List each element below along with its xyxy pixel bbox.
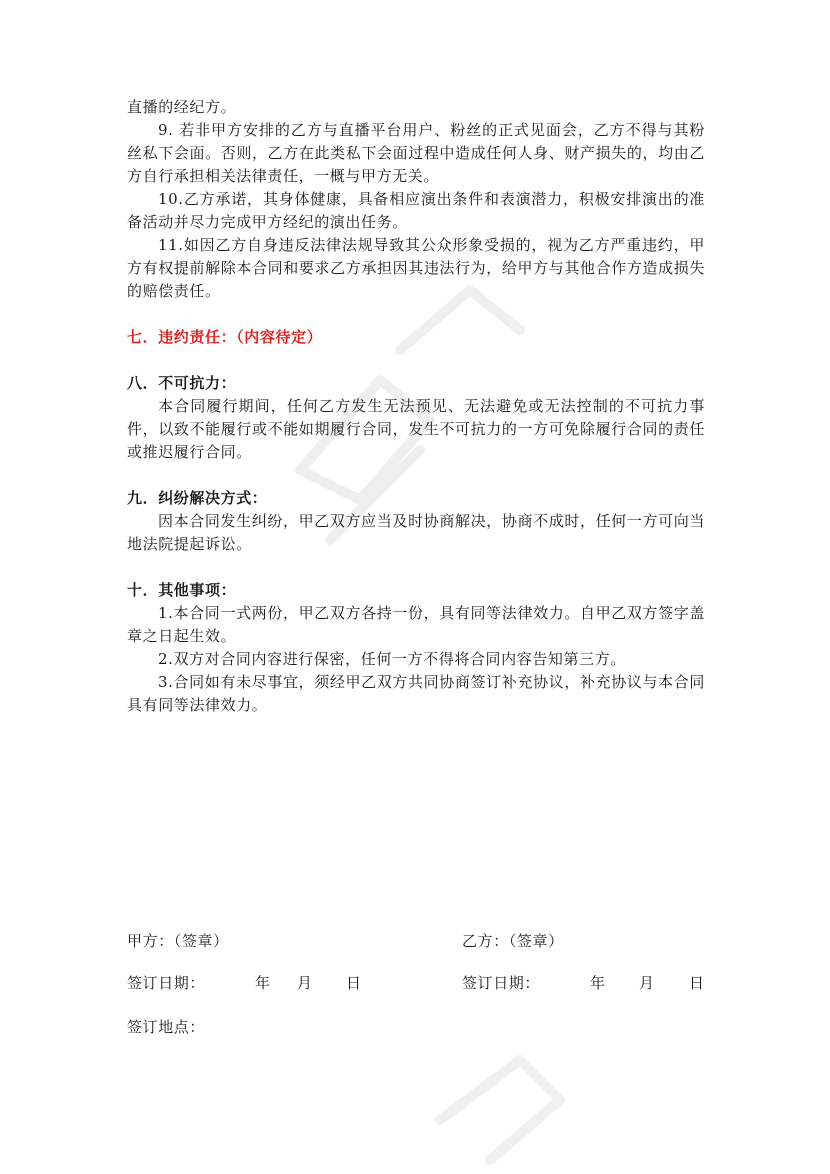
section-eight-body: 本合同履行期间，任何乙方发生无法预见、无法避免或无法控制的不可抗力事件，以致不能履行或不能如期履行合同，发生不可抗力的一方可免除履行合同的责任或推迟履行合同。 — [127, 397, 705, 461]
lead-line: 直播的经纪方。 — [127, 98, 237, 116]
clause-11: 11.如因乙方自身违反法律法规导致其公众形象受损的，视为乙方严重违约，甲方有权提前解除本合同和要求乙方承担因其违法行为，给甲方与其他合作方造成损失的赔偿责任。 — [127, 236, 705, 300]
section-seven-heading: 七．违约责任：（内容待定） — [127, 328, 323, 346]
section-eight-heading: 八．不可抗力： — [127, 374, 237, 392]
party-b-day: 日 — [689, 974, 705, 992]
contract-body — [127, 96, 705, 717]
party-b-label: 乙方：（签章） — [462, 932, 564, 950]
section-ten-item-1: 1.本合同一式两份，甲乙双方各持一份，具有同等法律效力。自甲乙双方签字盖章之日起生效。 — [127, 604, 705, 645]
section-nine-heading: 九．纠纷解决方式： — [127, 489, 268, 507]
signing-place-label: 签订地点： — [127, 1018, 206, 1036]
party-a-day: 日 — [346, 974, 362, 992]
section-ten-item-3: 3.合同如有未尽事宜，须经甲乙双方共同协商签订补充协议，补充协议与本合同具有同等法律效力。 — [127, 673, 705, 714]
party-b-date-label: 签订日期： — [462, 974, 541, 992]
party-a-date-label: 签订日期： — [127, 974, 206, 992]
section-ten-heading: 十．其他事项： — [127, 581, 237, 599]
party-b-date-row — [462, 972, 722, 994]
section-ten-item-2: 2.双方对合同内容进行保密，任何一方不得将合同内容告知第三方。 — [158, 650, 626, 668]
section-nine-body: 因本合同发生纠纷，甲乙双方应当及时协商解决，协商不成时，任何一方可向当地法院提起诉讼。 — [127, 512, 705, 553]
party-a-label: 甲方：（签章） — [127, 932, 229, 950]
party-a-date-row — [127, 972, 387, 994]
party-a-year: 年 — [255, 974, 271, 992]
party-b-year: 年 — [590, 974, 606, 992]
party-a-month: 月 — [297, 974, 313, 992]
party-b-month: 月 — [639, 974, 655, 992]
clause-10: 10.乙方承诺，其身体健康，具备相应演出条件和表演潜力，积极安排演出的准备活动并尽力完成甲方经纪的演出任务。 — [127, 190, 705, 231]
clause-9: 9. 若非甲方安排的乙方与直播平台用户、粉丝的正式见面会，乙方不得与其粉丝私下会面。否则，乙方在此类私下会面过程中造成任何人身、财产损失的，均由乙方自行承担相关法律责任，一概与甲方无关。 — [127, 121, 705, 185]
